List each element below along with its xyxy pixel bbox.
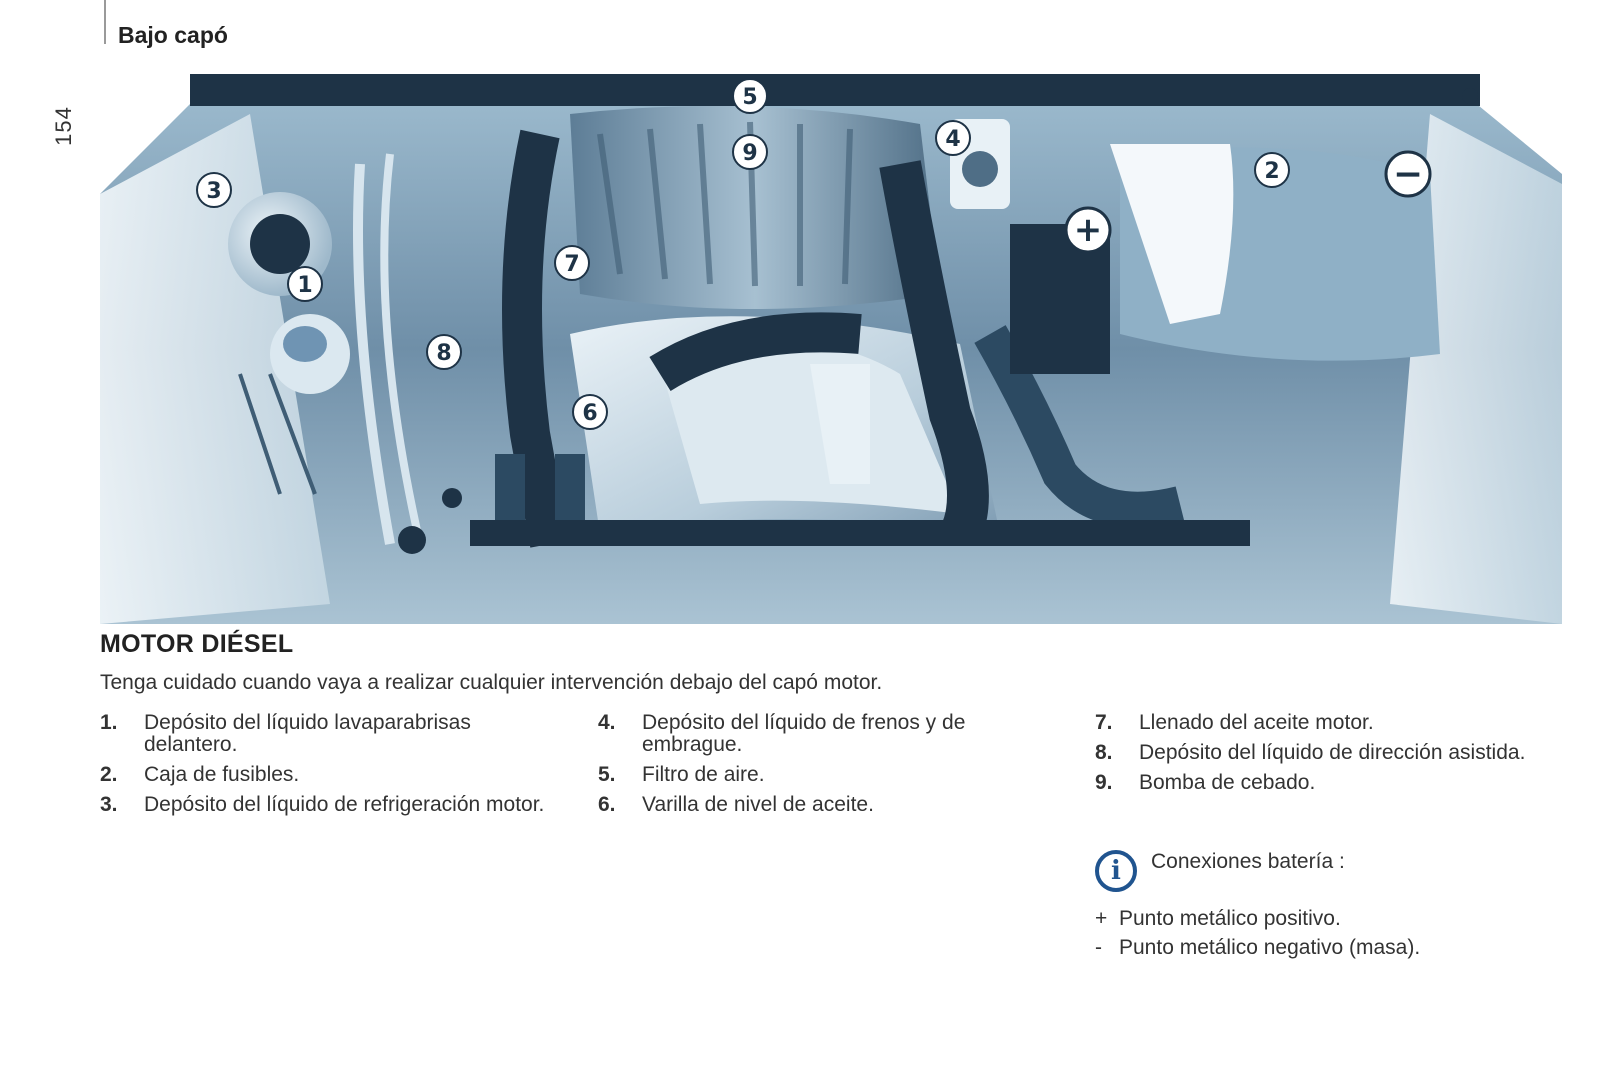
info-title: Conexiones batería : [1151, 850, 1345, 873]
callout-2 [1255, 153, 1289, 187]
legend-number: 9. [1095, 771, 1113, 794]
section-rule [104, 0, 106, 44]
engine-illustration [100, 74, 1562, 624]
svg-text:+: + [1073, 210, 1103, 250]
legend-item [598, 764, 1068, 786]
warning-text: Tenga cuidado cuando vaya a realizar cualquier intervención debajo del capó motor. [100, 671, 883, 694]
legend-text: Depósito del líquido lavaparabrisas delantero. [144, 711, 471, 756]
legend-item [1095, 712, 1565, 734]
info-item-positive [1095, 908, 1575, 930]
legend-number: 8. [1095, 741, 1113, 764]
legend-number: 4. [598, 711, 616, 734]
callout-9 [733, 135, 767, 169]
legend-item [100, 764, 570, 786]
page-number-text: 154 [51, 106, 76, 146]
svg-text:−: − [1392, 154, 1424, 195]
legend-column-3 [1095, 712, 1565, 802]
info-sign: - [1095, 936, 1102, 959]
callout-5 [733, 79, 767, 113]
callout-8 [427, 335, 461, 369]
legend-item [598, 712, 1068, 756]
legend-text: Filtro de aire. [642, 763, 765, 786]
legend-item [100, 712, 570, 756]
callout-1 [288, 267, 322, 301]
callout-3 [197, 173, 231, 207]
legend-item [1095, 742, 1565, 764]
callout-6 [573, 395, 607, 429]
info-text: Punto metálico negativo (masa). [1119, 936, 1421, 959]
legend-text: Varilla de nivel de aceite. [642, 793, 874, 816]
callout-label: 9 [742, 141, 758, 166]
legend-number: 1. [100, 711, 118, 734]
info-icon: i [1095, 850, 1137, 892]
legend-number: 7. [1095, 711, 1113, 734]
callout-label: 7 [564, 252, 580, 277]
page-number [44, 96, 84, 156]
legend-text: Depósito del líquido de dirección asistida. [1139, 741, 1526, 764]
legend-text: Depósito del líquido de refrigeración motor. [144, 793, 545, 816]
legend-column-2 [598, 712, 1068, 824]
info-list [1095, 908, 1575, 966]
info-text: Punto metálico positivo. [1119, 907, 1341, 930]
section-title: Bajo capó [118, 22, 228, 48]
callout-label: 1 [297, 273, 313, 298]
legend-number: 3. [100, 793, 118, 816]
legend-item [598, 794, 1068, 816]
legend-text: Caja de fusibles. [144, 763, 300, 786]
callout-label: 4 [945, 127, 961, 152]
callout-label: 6 [582, 401, 598, 426]
callout-4 [936, 121, 970, 155]
battery-positive-marker [1066, 208, 1110, 252]
engine-drawing [100, 74, 1562, 624]
callout-label: 3 [206, 179, 222, 204]
legend-number: 2. [100, 763, 118, 786]
battery-negative-marker [1386, 152, 1430, 196]
callout-7 [555, 246, 589, 280]
legend-number: 6. [598, 793, 616, 816]
callout-label: 5 [742, 85, 758, 110]
legend-number: 5. [598, 763, 616, 786]
section-heading: MOTOR DIÉSEL [100, 630, 294, 658]
legend-column-1 [100, 712, 570, 824]
legend-text: Bomba de cebado. [1139, 771, 1316, 794]
legend-text: Llenado del aceite motor. [1139, 711, 1374, 734]
legend-text: Depósito del líquido de frenos y de embrague. [642, 711, 966, 756]
legend-item [100, 794, 570, 816]
callout-label: 8 [436, 341, 452, 366]
info-sign: + [1095, 907, 1108, 930]
legend-item [1095, 772, 1565, 794]
callout-label: 2 [1264, 159, 1280, 184]
info-item-negative [1095, 937, 1575, 959]
